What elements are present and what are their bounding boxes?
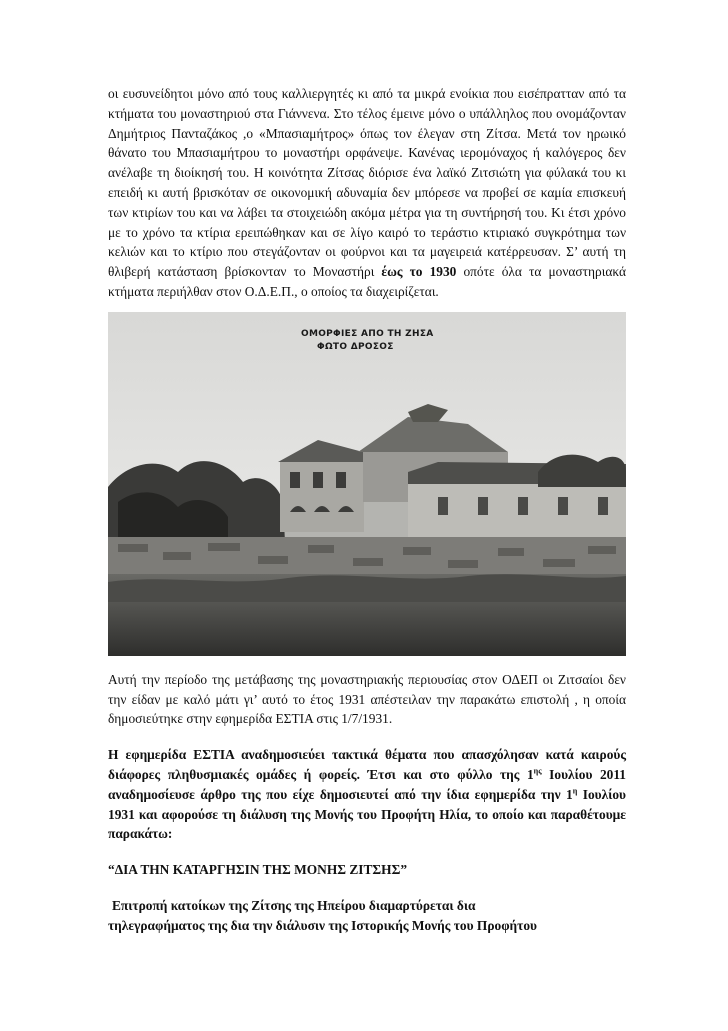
- paragraph-history-bold: έως το 1930: [381, 264, 457, 280]
- paragraph-committee-line1: Επιτροπή κατοίκων της Ζίτσης της Ηπείρου διαμαρτύρεται δια: [112, 897, 476, 913]
- paragraph-estia: [108, 745, 626, 844]
- paragraph-estia-part2: Ιουλίου 2011 αναδημοσίευσε άρθρο της που είχε δημοσιευτεί από την ίδια εφημερίδα την 1: [108, 766, 626, 802]
- photo-caption-line1: ΟΜΟΡΦΙΕΣ ΑΠΟ ΤΗ ΖΗΣΑ: [301, 328, 434, 339]
- photo-caption-line2: ΦΩΤΟ ΔΡΟΣΟΣ: [317, 341, 394, 352]
- superscript-ordinal-1: ης: [533, 766, 542, 776]
- document-page: [108, 84, 626, 936]
- paragraph-estia-part3: Ιουλίου 1931 και αφορούσε τη διάλυση της Μονής του Προφήτη Ηλία, το οποίο και παραθέτουμε παρακάτω:: [108, 786, 626, 842]
- paragraph-history-text: οι ευσυνείδητοι μόνο από τους καλλιεργητές κι από τα μικρά ενοίκια που εισέπρατταν από τα κτήματα του μοναστηριού στα Γιάννενα. Στο τέλος έμεινε μόνο ο υπάλληλος που ονομάζονταν Δημήτριος Πανταζάκος ,ο «Μπασιαμήτρος» όπως τον έλεγαν στη Ζίτσα. Μετά τον ηρωικό θάνατο του Μπασιαμήτρου το μοναστήρι ορφάνεψε. Κανένας ιερομόναχος ή καλόγερος δεν ανέλαβε τη διοίκησή του. Η κοινότητα Ζίτσας διόρισε ένα λαϊκό Ζιτσιώτη για φύλακά του κι επειδή κι αυτή βρισκόταν σε οικονομική αδυναμία δεν μπόρεσε να προβεί σε καμία επισκευή των κτιρίων του και να λάβει τα στοιχειώδη ακόμα μέτρα για τη συντήρησή του. Κι έτσι χρόνο με το χρόνο τα κτίρια ερειπώθηκαν και σε λίγο καιρό το τεράστιο κτιριακό συγκρότημα των κελιών και το κτίριο που στεγάζονταν οι φούρνοι και τα μαγειρειά κατέρρευσαν. Σ’ αυτή τη θλιβερή κατάσταση βρίσκονταν το Μοναστήρι: [108, 86, 626, 280]
- superscript-ordinal-2: η: [572, 786, 578, 796]
- paragraph-history-end: οπότε όλα τα μοναστηριακά κτήματα περιήλθαν στον Ο.Δ.Ε.Π., ο οποίος τα διαχειρίζεται.: [108, 264, 626, 299]
- monastery-photo: [108, 312, 626, 656]
- paragraph-estia-part1: Η εφημερίδα ΕΣΤΙΑ αναδημοσιεύει τακτικά θέματα που απασχόλησαν κατά καιρούς διάφορες πληθυσμιακές ομάδες ή φορείς. Έτσι και στο φύλλο της 1: [108, 747, 626, 782]
- paragraph-history: [108, 84, 626, 302]
- paragraph-committee-line2: τηλεγραφήματος της δια την διάλυσιν της Ιστορικής Μονής του Προφήτου: [108, 917, 537, 933]
- monastery-photo-image: [108, 312, 626, 656]
- paragraph-committee: [108, 896, 626, 936]
- article-heading: “ΔΙΑ ΤΗΝ ΚΑΤΑΡΓΗΣΙΝ ΤΗΣ ΜΟΝΗΣ ΖΙΤΣΗΣ”: [108, 862, 408, 878]
- paragraph-transition: Αυτή την περίοδο της μετάβασης της μοναστηριακής περιουσίας στον ΟΔΕΠ οι Ζιτσαίοι δεν την είδαν με καλό μάτι γι’ αυτό το έτος 1931 απέστειλαν την παρακάτω επιστολή , η οποία δημοσιεύτηκε στην εφημερίδα ΕΣΤΙΑ στις 1/7/1931.: [108, 671, 626, 727]
- photo-caption: [301, 328, 451, 354]
